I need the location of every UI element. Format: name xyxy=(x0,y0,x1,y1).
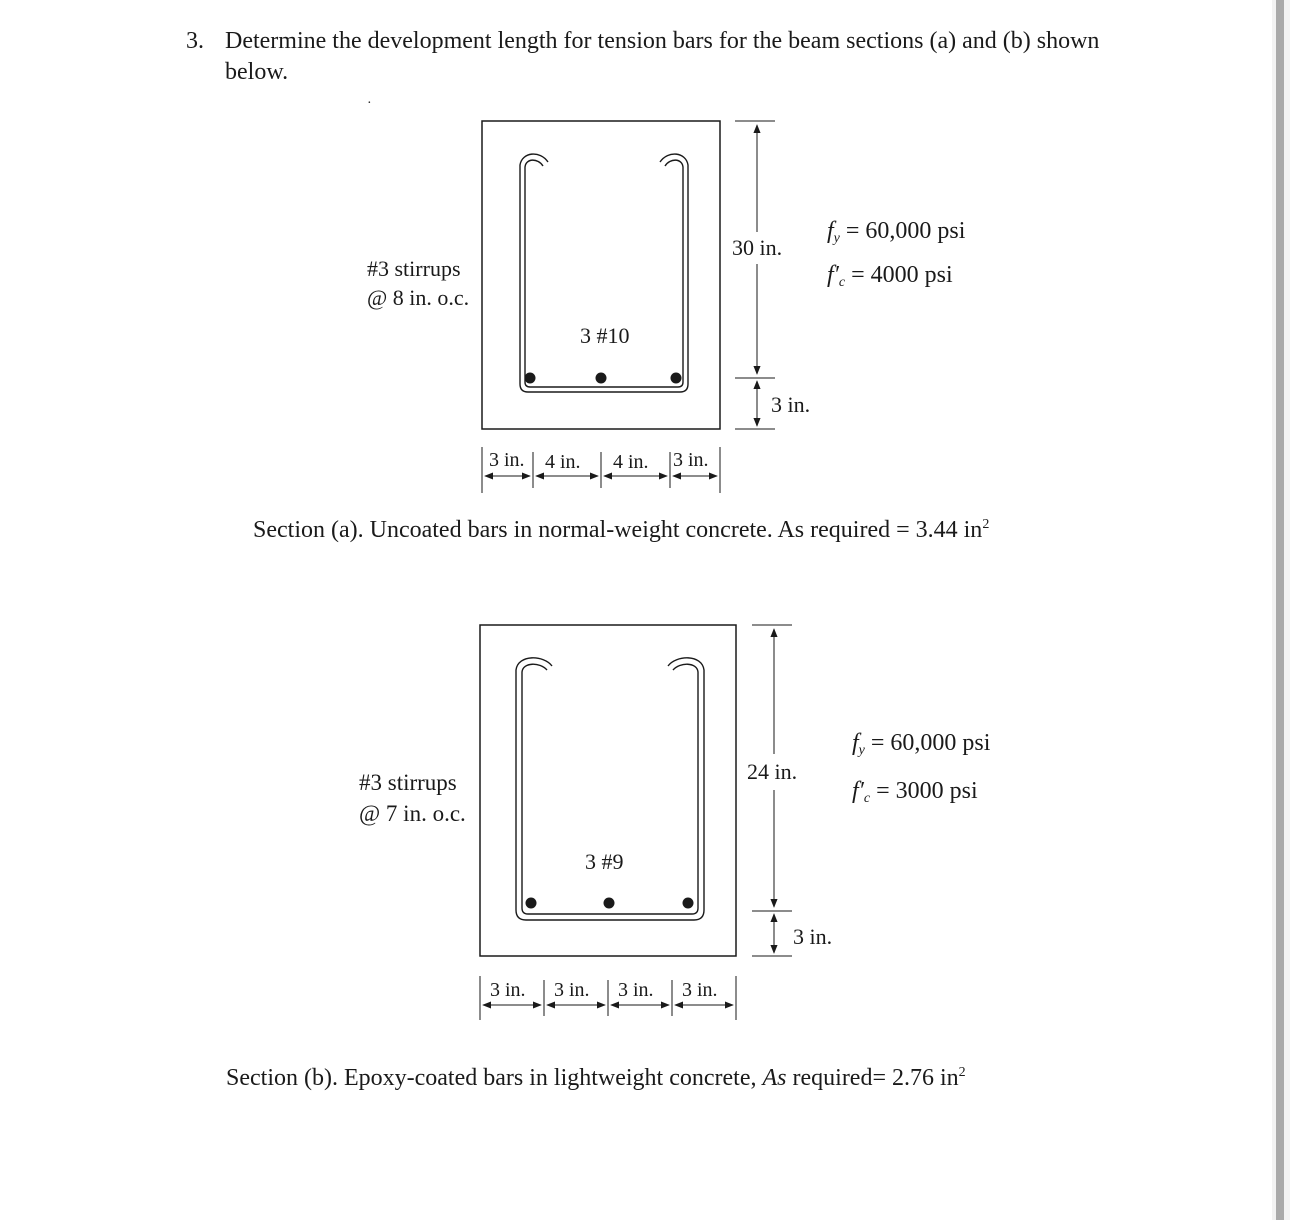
section-a-width-1: 3 in. xyxy=(489,449,525,471)
section-b-width-1: 3 in. xyxy=(490,979,526,1001)
question-text: Determine the development length for tension bars for the beam sections (a) and (b) shown below. xyxy=(225,28,1100,85)
section-a-bar xyxy=(596,373,607,384)
section-a-stirrups-label: #3 stirrups xyxy=(367,256,461,281)
section-b-bar xyxy=(604,898,615,909)
section-a-depth-label: 30 in. xyxy=(732,235,783,260)
section-a-cover-label: 3 in. xyxy=(771,392,811,417)
section-b-bars-label: 3 #9 xyxy=(585,849,624,874)
section-b-cover-label: 3 in. xyxy=(793,924,833,949)
section-b-depth-label: 24 in. xyxy=(747,759,798,784)
section-a-stirrup xyxy=(520,154,688,392)
question-number: 3. xyxy=(186,28,204,54)
section-b-fc: $f'_c = 3000$ psi xyxy=(852,778,978,806)
stray-dot: · xyxy=(367,96,372,111)
section-a-width-3: 4 in. xyxy=(613,451,649,473)
section-a-fc: $f'_c = 4000$ psi xyxy=(827,262,953,290)
section-a-bars-label: 3 #10 xyxy=(580,323,630,348)
section-b-spacing-label: @ 7 in. o.c. xyxy=(359,801,466,826)
section-a-bar xyxy=(671,373,682,384)
section-a-fy: $f_y = 60,000$ psi xyxy=(827,218,966,246)
section-b-width-4: 3 in. xyxy=(682,979,718,1001)
section-b-caption: Section (b). Epoxy-coated bars in lightweight concrete, As required= 2.76 $in^2$ xyxy=(226,1065,966,1091)
section-b-bar xyxy=(683,898,694,909)
section-b-width-2: 3 in. xyxy=(554,979,590,1001)
section-b-drawing xyxy=(480,625,792,1020)
section-a-drawing xyxy=(482,121,775,493)
section-b-width-3: 3 in. xyxy=(618,979,654,1001)
section-b-stirrup xyxy=(516,658,704,920)
section-a-width-4: 3 in. xyxy=(673,449,709,471)
section-a-width-2: 4 in. xyxy=(545,451,581,473)
section-a-spacing-label: @ 8 in. o.c. xyxy=(367,285,470,310)
section-b-bar xyxy=(526,898,537,909)
section-a-bar xyxy=(525,373,536,384)
section-b-stirrups-label: #3 stirrups xyxy=(359,770,457,795)
section-a-caption: Section (a). Uncoated bars in normal-weight concrete. As required = 3.44 $in^2$ xyxy=(253,517,990,543)
section-b-fy: $f_y = 60,000$ psi xyxy=(852,730,991,758)
